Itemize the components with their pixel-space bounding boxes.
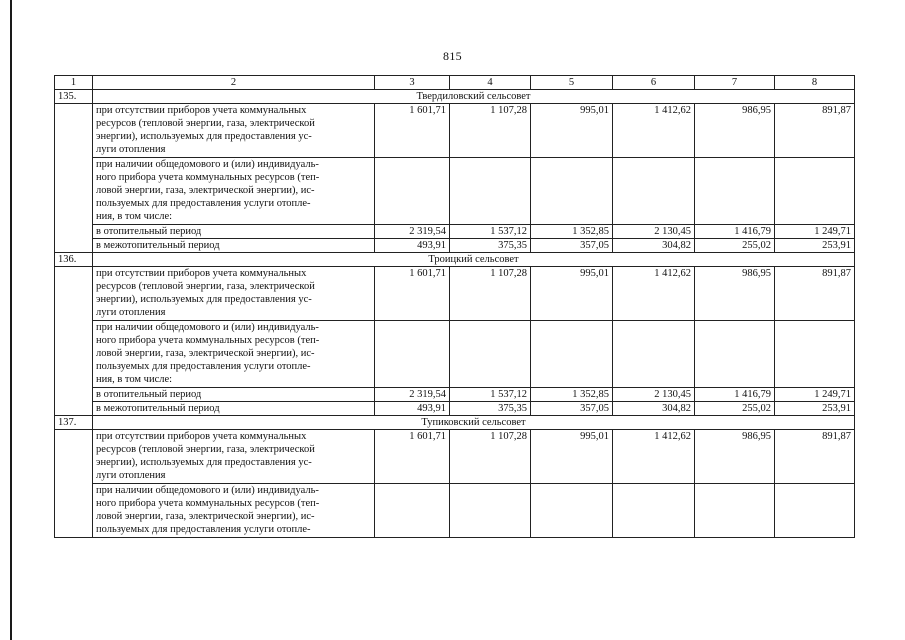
tariff-table [54,75,855,538]
row-description: в отопительный период [93,225,375,239]
column-header-1: 1 [55,76,93,90]
description-line: пользуемых для предоставления услуги отопле- [96,361,311,372]
description-line: при наличии общедомового и (или) индивидуаль- [96,159,319,170]
value-cell: 2 319,54 [375,225,450,239]
value-cell: 1 601,71 [375,104,450,158]
empty-cell [613,321,695,388]
value-cell: 891,87 [775,430,855,484]
description-line: ловой энергии, газа, электрической энергии), ис- [96,185,315,196]
empty-cell [775,484,855,538]
group-row [55,416,855,430]
value-cell: 255,02 [695,402,775,416]
value-cell: 493,91 [375,239,450,253]
value-cell: 357,05 [531,239,613,253]
column-header-8: 8 [775,76,855,90]
description-line: энергии), используемых для предоставления ус- [96,294,312,305]
group-number-spacer [55,104,93,253]
value-cell: 986,95 [695,104,775,158]
empty-cell [613,158,695,225]
empty-cell [450,484,531,538]
value-cell: 1 352,85 [531,225,613,239]
column-header-6: 6 [613,76,695,90]
no-meter-row [55,267,855,321]
description-line: при отсутствии приборов учета коммунальных [96,105,307,116]
row-description [93,321,375,388]
row-description: в межотопительный период [93,239,375,253]
group-number-spacer [55,267,93,416]
group-name: Троицкий сельсовет [93,253,855,267]
column-header-2: 2 [93,76,375,90]
page-number: 815 [443,49,462,63]
group-number: 137. [55,416,93,430]
value-cell: 2 130,45 [613,225,695,239]
description-line: ловой энергии, газа, электрической энергии), ис- [96,511,315,522]
empty-cell [375,158,450,225]
row-description [93,158,375,225]
value-cell: 2 130,45 [613,388,695,402]
value-cell: 1 416,79 [695,225,775,239]
group-number: 135. [55,90,93,104]
description-line: энергии), используемых для предоставления ус- [96,457,312,468]
heating-period-row [55,388,855,402]
value-cell: 1 107,28 [450,104,531,158]
value-cell: 995,01 [531,104,613,158]
column-header-3: 3 [375,76,450,90]
empty-cell [775,158,855,225]
column-header-7: 7 [695,76,775,90]
description-line: ресурсов (тепловой энергии, газа, электрической [96,444,315,455]
empty-cell [695,158,775,225]
empty-cell [531,158,613,225]
value-cell: 304,82 [613,402,695,416]
with-meter-row [55,158,855,225]
description-line: ния, в том числе: [96,374,173,385]
heating-period-row [55,225,855,239]
value-cell: 1 412,62 [613,267,695,321]
value-cell: 1 107,28 [450,267,531,321]
description-line: луги отопления [96,307,166,318]
value-cell: 375,35 [450,402,531,416]
no-meter-row [55,430,855,484]
description-line: луги отопления [96,144,166,155]
value-cell: 1 412,62 [613,104,695,158]
row-description [93,430,375,484]
value-cell: 1 601,71 [375,267,450,321]
row-description: в отопительный период [93,388,375,402]
value-cell: 891,87 [775,267,855,321]
empty-cell [450,158,531,225]
value-cell: 1 537,12 [450,388,531,402]
value-cell: 2 319,54 [375,388,450,402]
row-description [93,484,375,538]
value-cell: 1 412,62 [613,430,695,484]
description-line: ресурсов (тепловой энергии, газа, электрической [96,281,315,292]
column-header-5: 5 [531,76,613,90]
empty-cell [450,321,531,388]
description-line: пользуемых для предоставления услуги отопле- [96,198,311,209]
with-meter-row [55,321,855,388]
value-cell: 986,95 [695,430,775,484]
value-cell: 995,01 [531,267,613,321]
empty-cell [613,484,695,538]
value-cell: 255,02 [695,239,775,253]
description-line: ного прибора учета коммунальных ресурсов (теп- [96,335,320,346]
description-line: пользуемых для предоставления услуги отопле- [96,524,311,535]
empty-cell [775,321,855,388]
empty-cell [531,321,613,388]
value-cell: 1 107,28 [450,430,531,484]
offseason-period-row [55,402,855,416]
empty-cell [695,484,775,538]
group-number: 136. [55,253,93,267]
description-line: луги отопления [96,470,166,481]
group-name: Твердиловский сельсовет [93,90,855,104]
group-number-spacer [55,430,93,538]
value-cell: 995,01 [531,430,613,484]
column-header-4: 4 [450,76,531,90]
value-cell: 375,35 [450,239,531,253]
value-cell: 1 352,85 [531,388,613,402]
description-line: при наличии общедомового и (или) индивидуаль- [96,322,319,333]
value-cell: 357,05 [531,402,613,416]
no-meter-row [55,104,855,158]
description-line: ного прибора учета коммунальных ресурсов (теп- [96,498,320,509]
value-cell: 1 537,12 [450,225,531,239]
value-cell: 1 249,71 [775,388,855,402]
value-cell: 1 601,71 [375,430,450,484]
group-row [55,90,855,104]
empty-cell [695,321,775,388]
value-cell: 253,91 [775,402,855,416]
description-line: ресурсов (тепловой энергии, газа, электрической [96,118,315,129]
row-description [93,267,375,321]
value-cell: 304,82 [613,239,695,253]
group-row [55,253,855,267]
empty-cell [375,321,450,388]
description-line: при отсутствии приборов учета коммунальных [96,431,307,442]
offseason-period-row [55,239,855,253]
description-line: энергии), используемых для предоставления ус- [96,131,312,142]
row-description [93,104,375,158]
binding-margin-line [10,0,12,640]
description-line: ния, в том числе: [96,211,173,222]
value-cell: 891,87 [775,104,855,158]
empty-cell [375,484,450,538]
with-meter-row [55,484,855,538]
value-cell: 493,91 [375,402,450,416]
description-line: при отсутствии приборов учета коммунальных [96,268,307,279]
description-line: при наличии общедомового и (или) индивидуаль- [96,485,319,496]
empty-cell [531,484,613,538]
header-row [55,76,855,90]
row-description: в межотопительный период [93,402,375,416]
value-cell: 253,91 [775,239,855,253]
value-cell: 1 249,71 [775,225,855,239]
group-name: Тупиковский сельсовет [93,416,855,430]
description-line: ловой энергии, газа, электрической энергии), ис- [96,348,315,359]
value-cell: 1 416,79 [695,388,775,402]
description-line: ного прибора учета коммунальных ресурсов (теп- [96,172,320,183]
value-cell: 986,95 [695,267,775,321]
